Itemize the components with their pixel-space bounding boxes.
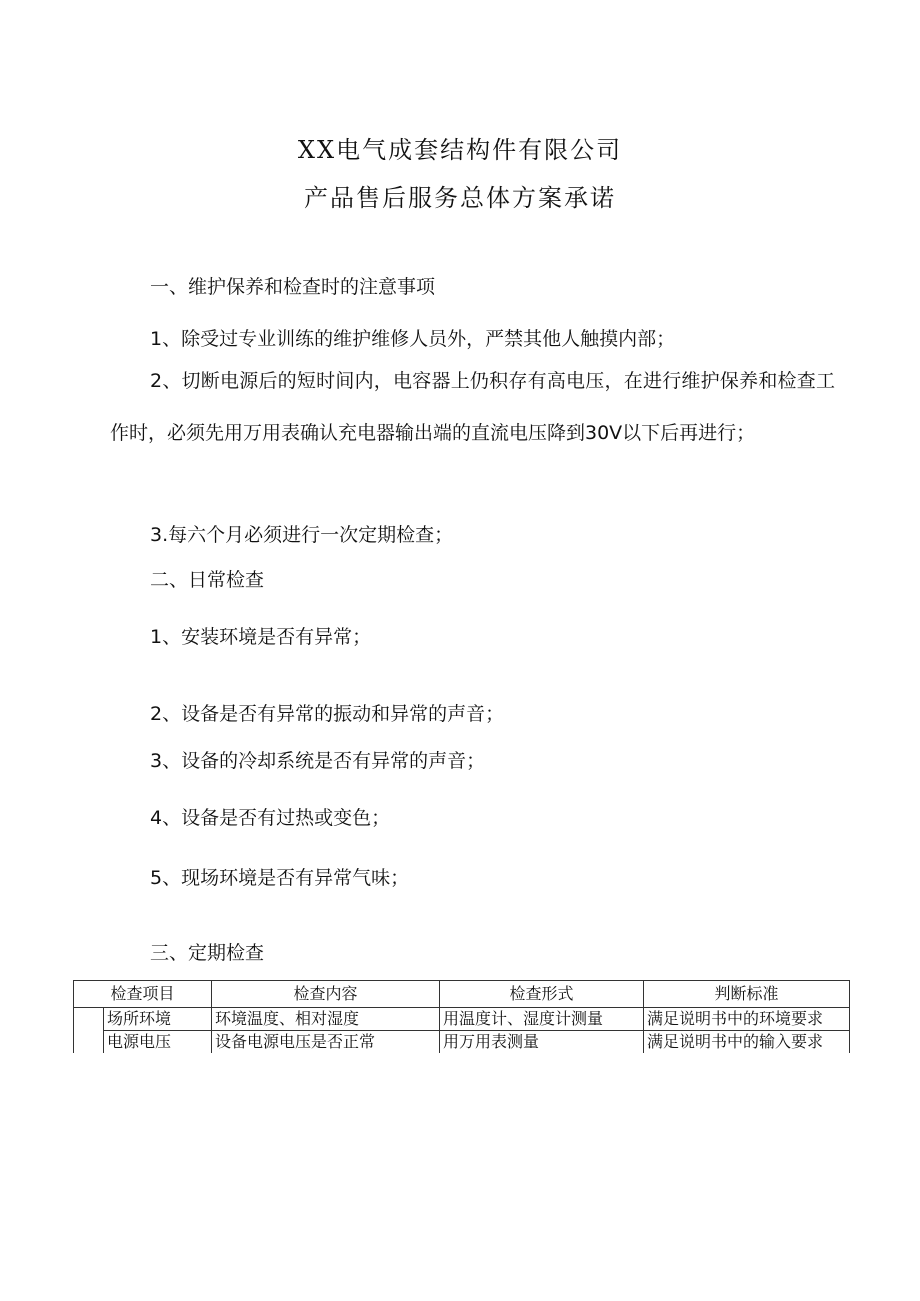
section-1-item-1: 1、除受过专业训练的维护维修人员外，严禁其他人触摸内部； <box>150 328 676 350</box>
header-check-item: 检查项目 <box>74 981 212 1008</box>
section-2-item-5: 5、现场环境是否有异常气味； <box>150 867 410 889</box>
table-side-cell <box>74 1008 104 1054</box>
section-2-item-2: 2、设备是否有异常的振动和异常的声音； <box>150 703 505 725</box>
inspection-table <box>73 980 850 1053</box>
cell-item: 电源电压 <box>104 1031 212 1054</box>
table-header-row <box>74 981 850 1008</box>
table-row <box>74 1008 850 1031</box>
section-1-heading: 一、维护保养和检查时的注意事项 <box>150 276 436 298</box>
table-row <box>74 1031 850 1054</box>
cell-form: 用万用表测量 <box>440 1031 644 1054</box>
header-check-content: 检查内容 <box>212 981 440 1008</box>
cell-standard: 满足说明书中的环境要求 <box>644 1008 850 1031</box>
company-title: XX电气成套结构件有限公司 <box>297 136 623 164</box>
section-2-item-4: 4、设备是否有过热或变色； <box>150 807 391 829</box>
section-3-heading: 三、定期检查 <box>150 942 265 964</box>
section-2-heading: 二、日常检查 <box>150 569 265 591</box>
cell-content: 设备电源电压是否正常 <box>212 1031 440 1054</box>
section-2-item-3: 3、设备的冷却系统是否有异常的声音； <box>150 750 486 772</box>
header-check-form: 检查形式 <box>440 981 644 1008</box>
section-2-item-1: 1、安装环境是否有异常； <box>150 626 372 648</box>
cell-standard: 满足说明书中的输入要求 <box>644 1031 850 1054</box>
cell-item: 场所环境 <box>104 1008 212 1031</box>
cell-content: 环境温度、相对湿度 <box>212 1008 440 1031</box>
header-judgement-standard: 判断标准 <box>644 981 850 1008</box>
document-subtitle: 产品售后服务总体方案承诺 <box>304 184 616 212</box>
section-1-item-3: 3.每六个月必须进行一次定期检查； <box>150 524 454 546</box>
section-1-item-2: 2、切断电源后的短时间内，电容器上仍积存有高电压，在进行维护保养和检查工作时，必须先用万用表确认充电器输出端的直流电压降到30V以下后再进行； <box>110 370 835 444</box>
cell-form: 用温度计、湿度计测量 <box>440 1008 644 1031</box>
